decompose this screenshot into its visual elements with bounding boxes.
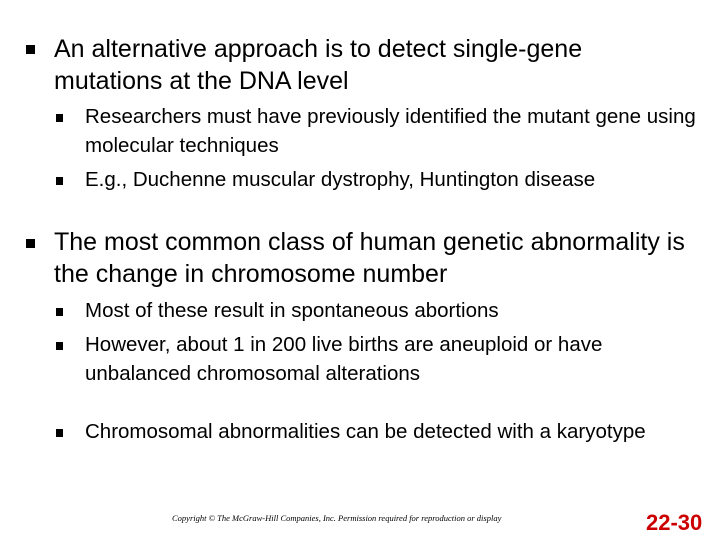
bullet-text-level2: Most of these result in spontaneous abortions <box>85 299 499 322</box>
slide-number: 22-30 <box>646 510 703 535</box>
bullet-square-icon <box>56 177 63 185</box>
bullet-square-icon <box>56 114 63 122</box>
bullet-text-level1: The most common class of human genetic abnormality is the change in chromosome number <box>54 228 685 288</box>
bullet-text-level2: Researchers must have previously identified the mutant gene using molecular techniques <box>85 105 696 157</box>
copyright-notice: Copyright © The McGraw-Hill Companies, Inc. Permission required for reproduction or display <box>172 513 502 523</box>
bullet-square-icon <box>56 429 63 437</box>
bullet-text-level2: Chromosomal abnormalities can be detected with a karyotype <box>85 420 646 443</box>
bullet-square-icon <box>56 308 63 316</box>
bullet-text-level2: However, about 1 in 200 live births are aneuploid or have unbalanced chromosomal alterations <box>85 333 603 385</box>
bullet-text-level2: E.g., Duchenne muscular dystrophy, Huntington disease <box>85 168 596 191</box>
bullet-square-icon <box>26 45 35 54</box>
bullet-text-level1: An alternative approach is to detect single-gene mutations at the DNA level <box>54 35 583 95</box>
bullet-square-icon <box>56 342 63 350</box>
bullet-square-icon <box>26 239 35 248</box>
